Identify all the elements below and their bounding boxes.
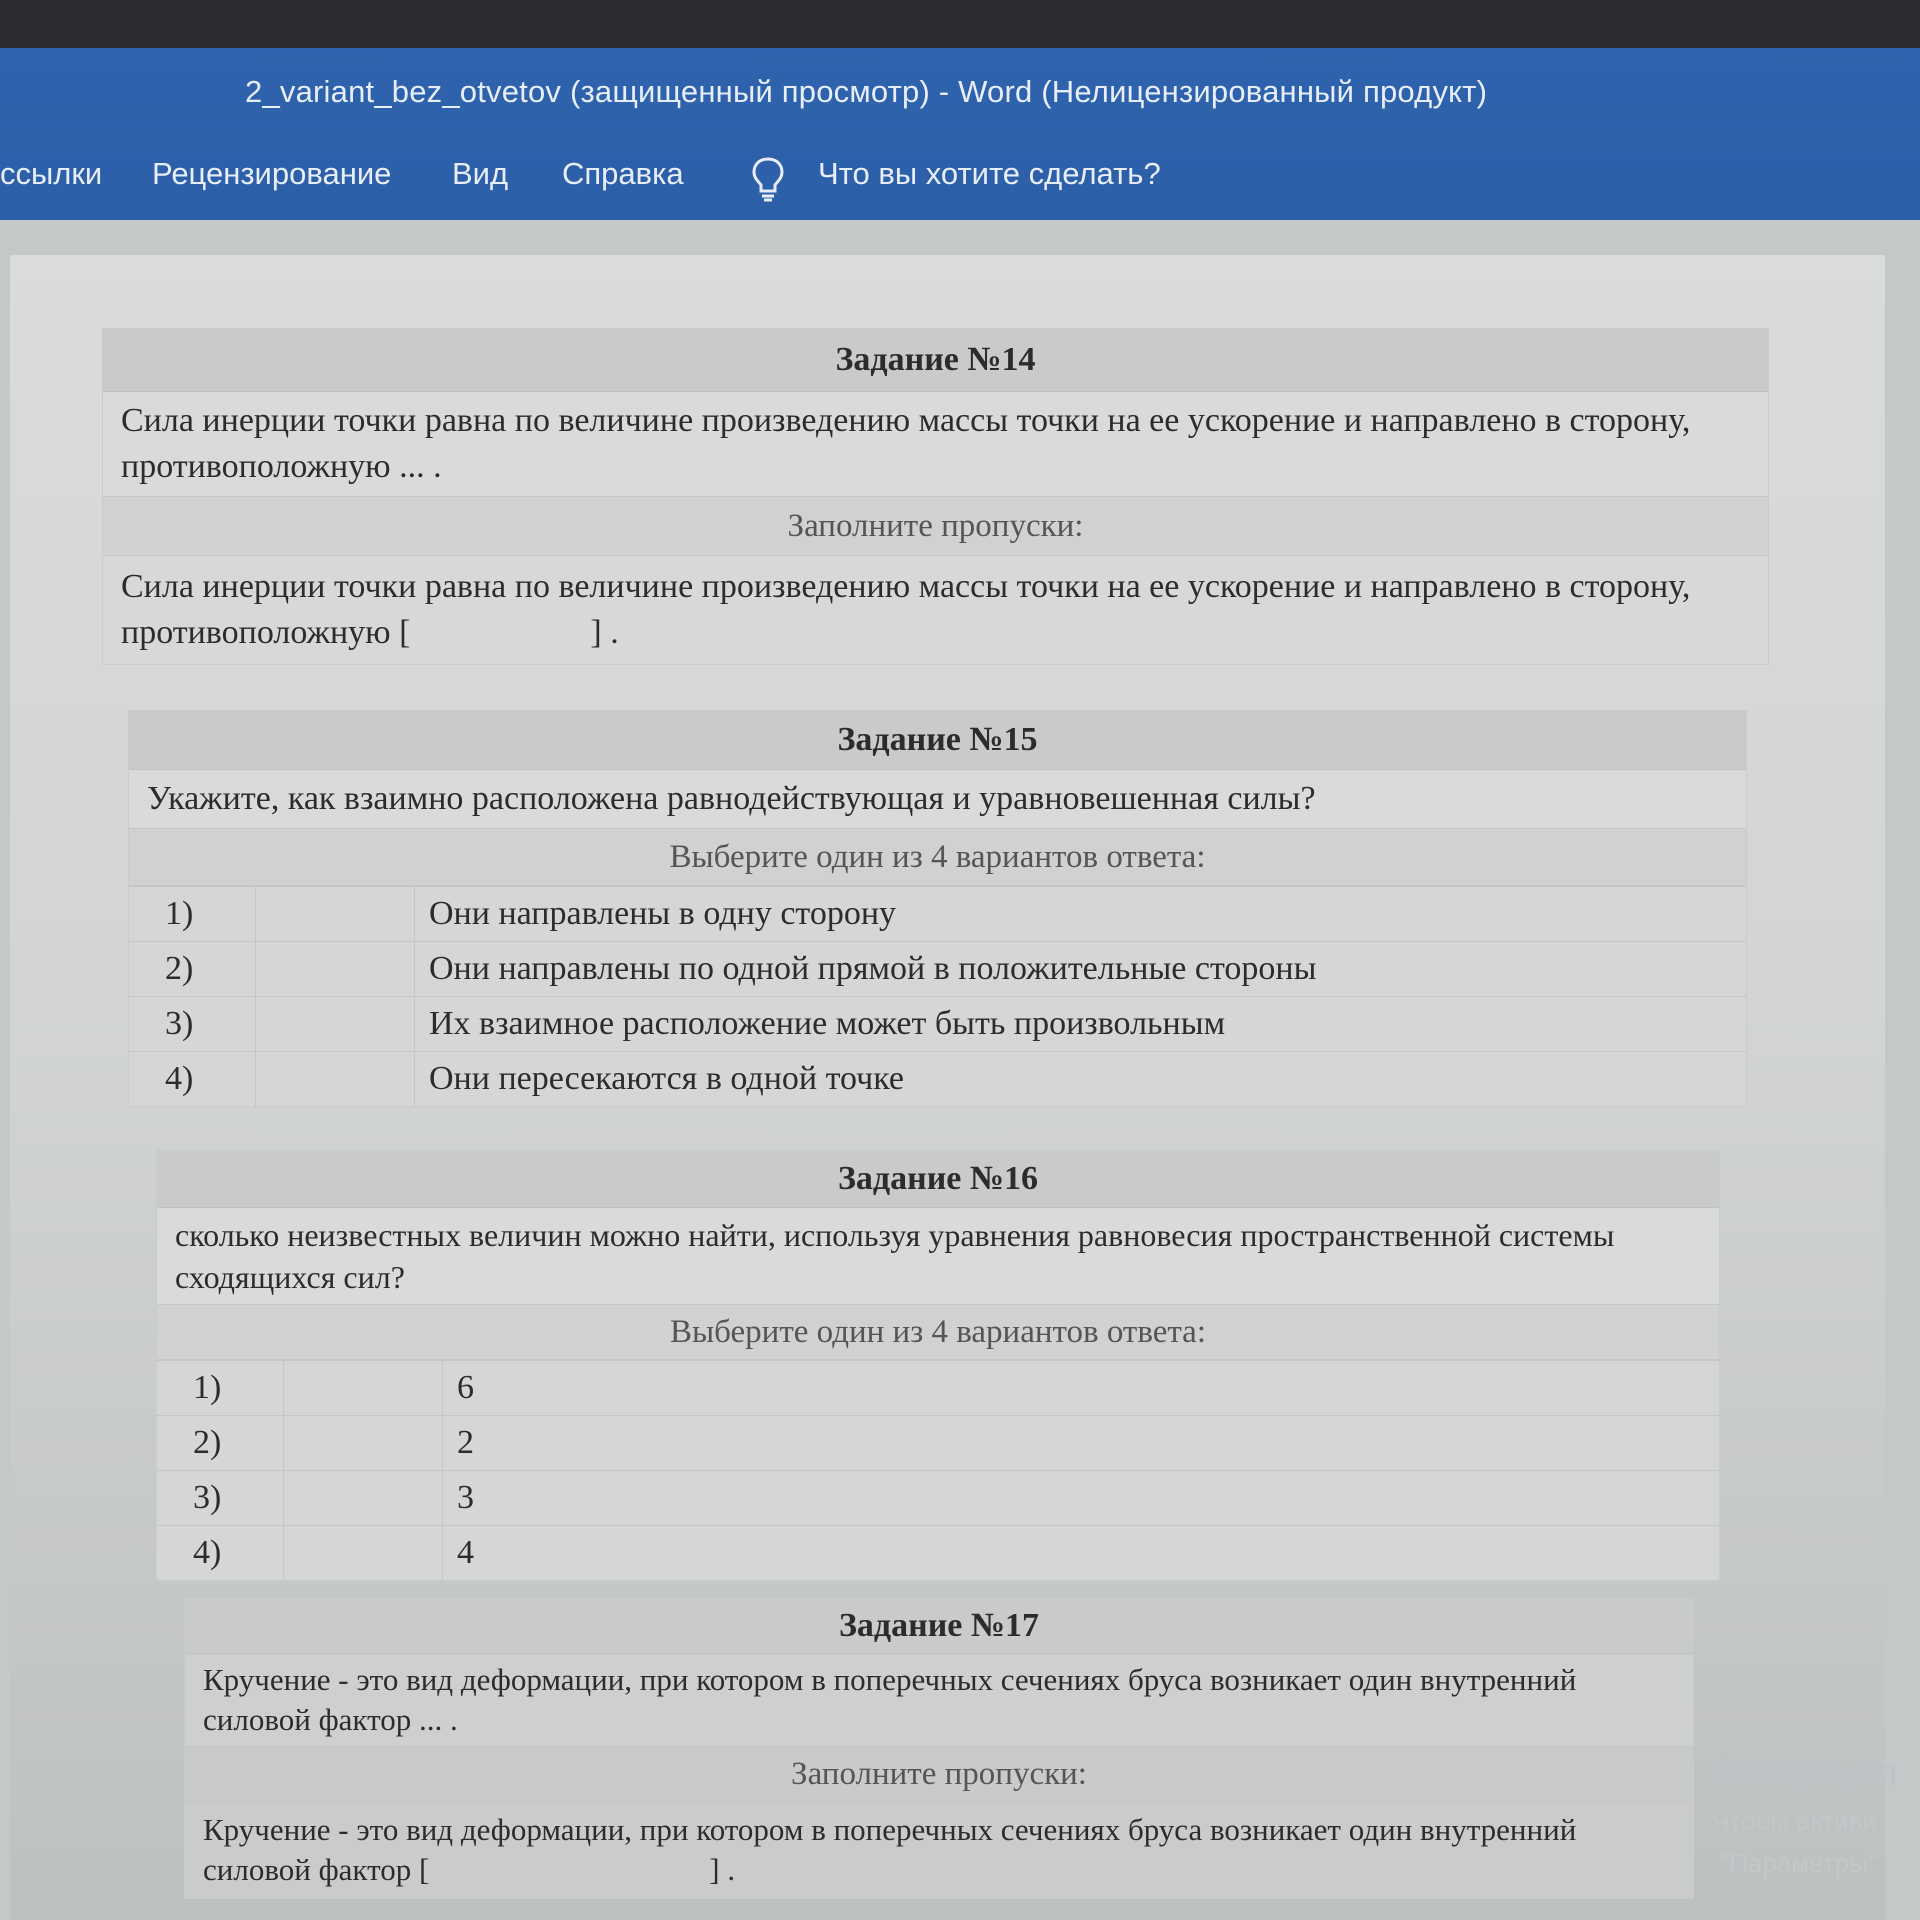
options-table [129,886,1746,1106]
tab-view[interactable]: Вид [452,156,509,191]
option-number: 4) [129,1052,256,1107]
option-select-cell[interactable] [284,1526,443,1581]
tab-help[interactable]: Справка [562,156,684,191]
task-header: Задание №14 [103,329,1768,392]
option-number: 3) [129,997,256,1052]
option-number: 1) [129,887,256,942]
option-number: 2) [157,1416,284,1471]
task-question: Кручение - это вид деформации, при котором в поперечных сечениях бруса возникает один внутренний силовой фактор ... . [185,1654,1693,1747]
options-table [157,1360,1719,1580]
task-question: Сила инерции точки равна по величине произведению массы точки на ее ускорение и направлено в сторону, противоположную ... . [103,392,1768,497]
option-row[interactable] [129,997,1746,1052]
answer-close: ] . [590,614,619,651]
option-select-cell[interactable] [256,997,415,1052]
option-text: 6 [443,1361,1720,1416]
activation-watermark-title: Активация [1712,1752,1898,1794]
answer-close: ] . [709,1852,736,1887]
option-row[interactable] [157,1361,1719,1416]
option-select-cell[interactable] [256,942,415,997]
task-15 [128,710,1747,1107]
option-select-cell[interactable] [256,887,415,942]
option-row[interactable] [129,887,1746,942]
task-instruction: Выберите один из 4 вариантов ответа: [157,1305,1719,1360]
option-text: Они направлены в одну сторону [415,887,1747,942]
option-number: 3) [157,1471,284,1526]
activation-watermark-line1: Чтобы активи [1712,1806,1878,1836]
option-select-cell[interactable] [284,1471,443,1526]
fill-in-answer [185,1802,1693,1898]
option-number: 4) [157,1526,284,1581]
tell-me-search[interactable]: Что вы хотите сделать? [818,156,1161,191]
option-text: 2 [443,1416,1720,1471]
task-14 [102,328,1769,665]
tab-references[interactable]: ссылки [0,156,103,191]
option-text: Их взаимное расположение может быть произвольным [415,997,1747,1052]
word-title-bar [0,48,1920,220]
option-row[interactable] [129,1052,1746,1107]
task-header: Задание №17 [185,1599,1693,1654]
option-number: 2) [129,942,256,997]
tab-review[interactable]: Рецензирование [152,156,392,191]
answer-text: Сила инерции точки равна по величине произведению массы точки на ее ускорение и направлено в сторону, противоположную [ [121,568,1691,651]
task-16 [156,1150,1720,1581]
task-instruction: Заполните пропуски: [103,497,1768,556]
task-question: сколько неизвестных величин можно найти, используя уравнения равновесия пространственной системы сходящихся сил? [157,1208,1719,1305]
task-question: Укажите, как взаимно расположена равнодействующая и уравновешенная силы? [129,770,1746,829]
option-select-cell[interactable] [284,1361,443,1416]
option-text: Они направлены по одной прямой в положительные стороны [415,942,1747,997]
activation-watermark-line2: "Параметры" [1720,1848,1878,1878]
option-text: 3 [443,1471,1720,1526]
option-row[interactable] [157,1526,1719,1581]
task-instruction: Выберите один из 4 вариантов ответа: [129,829,1746,886]
option-select-cell[interactable] [284,1416,443,1471]
task-17 [184,1598,1694,1899]
task-header: Задание №15 [129,711,1746,770]
option-text: Они пересекаются в одной точке [415,1052,1747,1107]
window-title: 2_variant_bez_otvetov (защищенный просмотр) - Word (Нелицензированный продукт) [245,74,1488,109]
option-row[interactable] [157,1416,1719,1471]
fill-in-answer [103,556,1768,664]
option-text: 4 [443,1526,1720,1581]
task-instruction: Заполните пропуски: [185,1747,1693,1802]
option-row[interactable] [157,1471,1719,1526]
option-select-cell[interactable] [256,1052,415,1107]
option-row[interactable] [129,942,1746,997]
lightbulb-icon[interactable] [750,156,786,202]
option-number: 1) [157,1361,284,1416]
monitor-bezel [0,0,1920,48]
task-header: Задание №16 [157,1151,1719,1208]
answer-text: Кручение - это вид деформации, при котором в поперечных сечениях бруса возникает один внутренний силовой фактор [ [203,1812,1577,1887]
